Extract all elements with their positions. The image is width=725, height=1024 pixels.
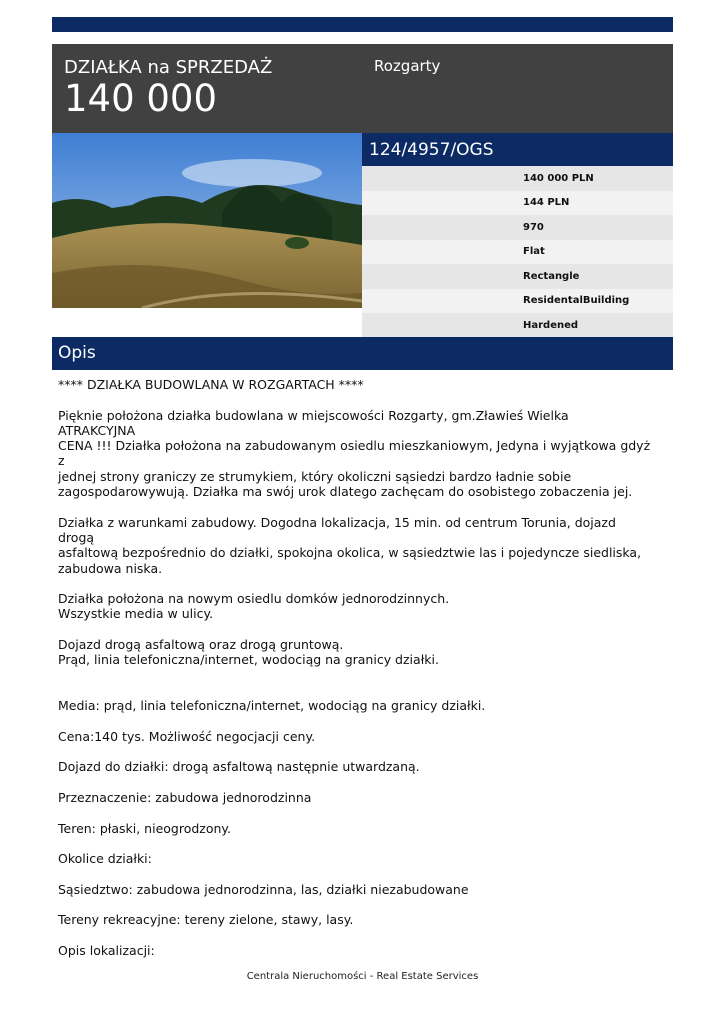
spec-row-access-road: Hardened [362, 313, 673, 338]
section-title-opis: Opis [52, 337, 673, 370]
description-line [58, 622, 653, 637]
description-line [58, 683, 653, 698]
description-line: Sąsiedztwo: zabudowa jednorodzinna, las, działki niezabudowane [58, 881, 469, 897]
description-line: **** DZIAŁKA BUDOWLANA W ROZGARTACH **** [58, 377, 364, 392]
description-line: Pięknie położona działka budowlana w miejscowości Rozgarty, gm.Zławieś Wielka ATRAKCYJNA [58, 407, 577, 438]
description-line: Dojazd drogą asfaltową oraz drogą gruntową. [58, 637, 344, 653]
listing-title: DZIAŁKA na SPRZEDAŻ [64, 57, 273, 78]
description-line [58, 928, 653, 943]
listing-price: 140 000 [64, 77, 218, 120]
description-line [58, 897, 653, 912]
spec-row-area: 970 [362, 215, 673, 240]
description-line: jednej strony graniczy ze strumykiem, który okoliczni sąsiedzi bardzo ładnie sobie [58, 468, 572, 484]
description-line: Tereny rekreacyjne: tereny zielone, stawy, lasy. [58, 912, 354, 928]
description-line: Media: prąd, linia telefoniczna/internet, wodociąg na granicy działki. [58, 698, 486, 714]
description-line: zabudowa niska. [58, 560, 163, 576]
description-line [58, 775, 653, 790]
description-line [58, 499, 653, 514]
description-line [58, 805, 653, 820]
description-line [58, 867, 653, 882]
spec-row-terrain: Flat [362, 240, 673, 265]
description-line: asfaltową bezpośrednio do działki, spokojna okolica, w sąsiedztwie las i pojedyncze siedliska, [58, 545, 642, 561]
description-line: Przeznaczenie: zabudowa jednorodzinna [58, 790, 312, 806]
description-line: Okolice działki: [58, 851, 152, 867]
description-line: zagospodarowywują. Działka ma swój urok dlatego zachęcam do osobistego zobaczenia jej. [58, 484, 633, 500]
description-line: Wszystkie media w ulicy. [58, 606, 214, 622]
reference-number: 124/4957/OGS [362, 133, 673, 166]
spec-row-price: 140 000 PLN [362, 166, 673, 191]
description-line: Opis lokalizacji: [58, 942, 155, 958]
spec-row-price-per-m2: 144 PLN [362, 191, 673, 216]
description-line [58, 668, 653, 683]
description-line [58, 392, 653, 407]
spec-row-shape: Rectangle [362, 264, 673, 289]
property-photo [52, 133, 362, 308]
top-accent-bar [52, 17, 673, 32]
description-line: Działka z warunkami zabudowy. Dogodna lokalizacja, 15 min. od centrum Torunia, dojazd drogą [58, 514, 620, 545]
description-line [58, 576, 653, 591]
description-line: Cena:140 tys. Możliwość negocjacji ceny. [58, 728, 316, 744]
listing-location: Rozgarty [374, 57, 441, 75]
spec-row-purpose: ResidentalBuilding [362, 289, 673, 314]
description-line: Teren: płaski, nieogrodzony. [58, 820, 232, 836]
description-line [58, 714, 653, 729]
description-line [58, 836, 653, 851]
description-line: CENA !!! Działka położona na zabudowanym osiedlu mieszkaniowym, Jedyna i wyjątkowa gdyż z [58, 438, 655, 469]
description-line: Prąd, linia telefoniczna/internet, wodociąg na granicy działki. [58, 652, 439, 668]
spec-table [362, 166, 673, 338]
description-line: Dojazd do działki: drogą asfaltową następnie utwardzaną. [58, 759, 420, 775]
footer-text: Centrala Nieruchomości - Real Estate Services [246, 971, 479, 982]
listing-header [52, 44, 673, 133]
description-line: Działka położona na nowym osiedlu domków jednorodzinnych. [58, 591, 450, 607]
description-text [58, 377, 653, 958]
description-line [58, 744, 653, 759]
